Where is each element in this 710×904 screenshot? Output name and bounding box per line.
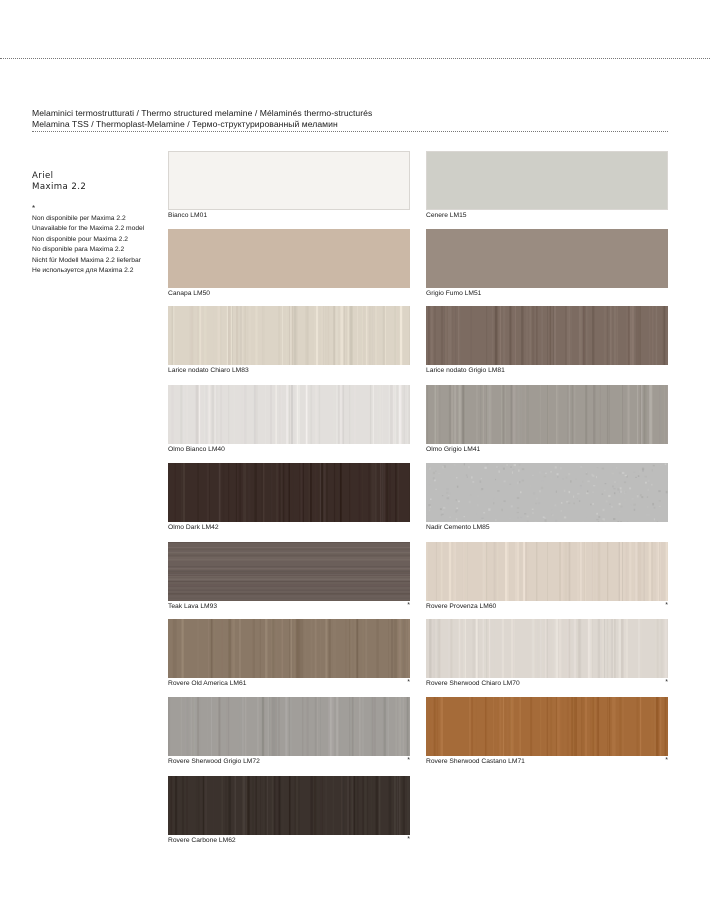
swatch-texture: [426, 619, 668, 678]
footnote-asterisk: *: [32, 204, 36, 213]
swatch-caption: [168, 603, 410, 611]
swatch-caption: [426, 603, 668, 611]
swatch-caption: [426, 290, 668, 298]
swatch-label: Larice nodato Grigio LM81: [426, 367, 505, 374]
swatch-texture: [168, 463, 410, 522]
swatch-label: Cenere LM15: [426, 212, 467, 219]
swatch-caption: [168, 367, 410, 375]
swatch-rovere-provenza-lm60: [426, 542, 668, 601]
swatch-olmo-grigio-lm41: [426, 385, 668, 444]
swatch-label: Olmo Bianco LM40: [168, 446, 225, 453]
sidebar: [32, 171, 164, 276]
swatch-label: Rovere Sherwood Grigio LM72: [168, 758, 260, 765]
swatch-caption: [426, 446, 668, 454]
swatch-rovere-sherwood-chiaro-lm70: [426, 619, 668, 678]
swatch-texture: [168, 542, 410, 601]
footnote-ru: Не используется для Maxima 2.2: [32, 267, 134, 275]
swatch-caption: [426, 367, 668, 375]
swatch-label: Rovere Old America LM61: [168, 680, 247, 687]
footnote-fr: Non disponible pour Maxima 2.2: [32, 235, 128, 243]
footnote-en: Unavailable for the Maxima 2.2 model: [32, 225, 145, 233]
swatch-olmo-bianco-lm40: [168, 385, 410, 444]
footnote-es: No disponible para Maxima 2.2: [32, 246, 125, 254]
swatch-label: Teak Lava LM93: [168, 603, 218, 610]
swatch-label: Bianco LM01: [168, 212, 208, 219]
swatch-caption: [168, 758, 410, 766]
header-dotted-rule: [32, 131, 668, 132]
swatch-texture: [426, 697, 668, 756]
swatch-caption: [168, 446, 410, 454]
unavailable-asterisk: *: [665, 602, 668, 609]
swatch-label: Rovere Provenza LM60: [426, 603, 497, 610]
swatch-caption: [426, 680, 668, 688]
swatch-caption: [426, 758, 668, 766]
section-header: [32, 108, 668, 130]
swatch-label: Rovere Sherwood Castano LM71: [426, 758, 525, 765]
swatch-rovere-carbone-lm62: [168, 776, 410, 835]
swatch-bianco-lm01: [168, 151, 410, 210]
swatch-label: Canapa LM50: [168, 290, 211, 297]
model-variant: Maxima 2.2: [32, 182, 87, 192]
swatch-caption: [168, 212, 410, 220]
swatch-larice-nodato-chiaro-lm83: [168, 306, 410, 365]
swatch-texture: [426, 385, 668, 444]
swatch-rovere-sherwood-castano-lm71: [426, 697, 668, 756]
swatch-texture: [426, 306, 668, 365]
swatch-label: Grigio Fumo LM51: [426, 290, 482, 297]
swatch-texture: [168, 385, 410, 444]
swatch-texture: [168, 697, 410, 756]
unavailable-asterisk: *: [665, 679, 668, 686]
unavailable-asterisk: *: [407, 602, 410, 609]
swatch-rovere-old-america-lm61: [168, 619, 410, 678]
swatch-canapa-lm50: [168, 229, 410, 288]
unavailable-asterisk: *: [407, 757, 410, 764]
swatch-caption: [168, 680, 410, 688]
swatch-texture: [168, 619, 410, 678]
swatch-caption: [426, 524, 668, 532]
unavailable-asterisk: *: [407, 836, 410, 843]
swatch-texture: [426, 463, 668, 522]
swatch-nadir-cemento-lm85: [426, 463, 668, 522]
model-name: Ariel: [32, 171, 54, 181]
swatch-label: Larice nodato Chiaro LM83: [168, 367, 249, 374]
swatch-texture: [426, 542, 668, 601]
swatch-cenere-lm15: [426, 151, 668, 210]
swatch-label: Rovere Carbone LM62: [168, 837, 236, 844]
swatch-texture: [168, 306, 410, 365]
swatch-label: Rovere Sherwood Chiaro LM70: [426, 680, 520, 687]
swatch-label: Olmo Dark LM42: [168, 524, 219, 531]
header-line-1: Melaminici termostrutturati / Thermo structured melamine / Mélaminés thermo-structurés: [32, 108, 373, 118]
swatch-rovere-sherwood-grigio-lm72: [168, 697, 410, 756]
swatch-label: Nadir Cemento LM85: [426, 524, 490, 531]
header-line-2: Melamina TSS / Thermoplast-Melamine / Термо-структурированный меламин: [32, 119, 338, 129]
swatch-caption: [168, 837, 410, 845]
top-dotted-rule: [0, 58, 710, 59]
swatch-texture: [168, 776, 410, 835]
unavailable-asterisk: *: [407, 679, 410, 686]
footnote-de: Nicht für Modell Maxima 2.2 lieferbar: [32, 256, 141, 264]
swatch-caption: [168, 524, 410, 532]
unavailable-asterisk: *: [665, 757, 668, 764]
swatch-olmo-dark-lm42: [168, 463, 410, 522]
swatch-caption: [426, 212, 668, 220]
swatch-caption: [168, 290, 410, 298]
swatch-teak-lava-lm93: [168, 542, 410, 601]
swatch-larice-nodato-grigio-lm81: [426, 306, 668, 365]
swatch-grigio-fumo-lm51: [426, 229, 668, 288]
footnote-it: Non disponibile per Maxima 2.2: [32, 215, 126, 222]
swatch-label: Olmo Grigio LM41: [426, 446, 481, 453]
